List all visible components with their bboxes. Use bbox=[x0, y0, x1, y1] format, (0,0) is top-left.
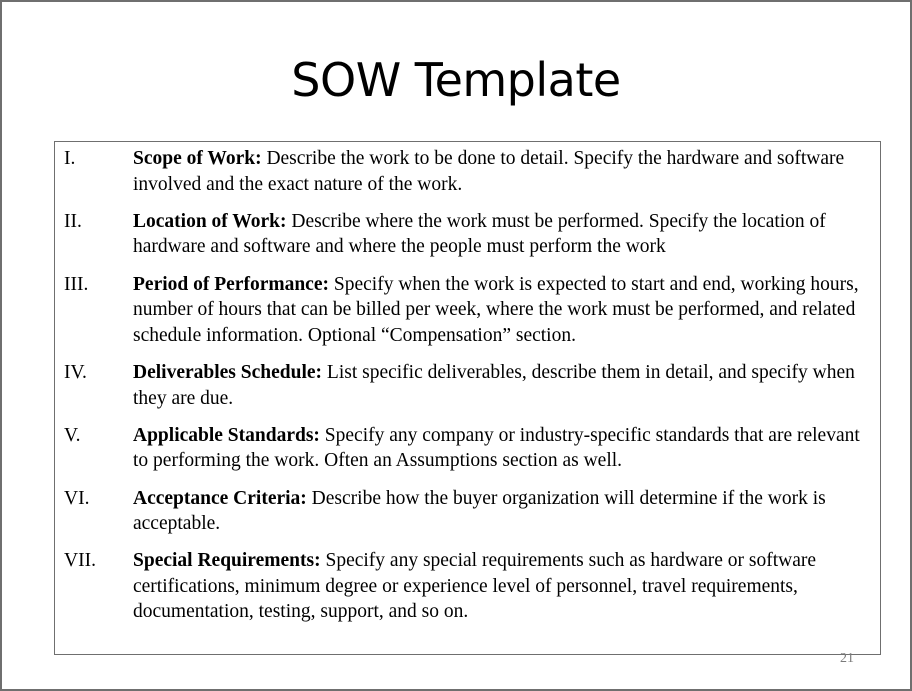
sow-section-location bbox=[64, 209, 874, 260]
section-text bbox=[133, 423, 874, 474]
section-numeral: III. bbox=[64, 273, 89, 295]
sow-section-acceptance bbox=[64, 486, 874, 537]
section-title: Special Requirements: bbox=[133, 550, 321, 572]
section-body: Specify when the work is expected to start and end, working hours, number of hours that can be billed per week, where the work must be performed, and related schedule information. Optional “Compensation” section. bbox=[133, 273, 859, 346]
sow-section-period bbox=[64, 272, 874, 349]
section-body: Describe the work to be done to detail. Specify the hardware and software involved and the exact nature of the work. bbox=[133, 148, 845, 195]
section-body: Specify any company or industry-specific standards that are relevant to performing the work. Often an Assumptions section as well. bbox=[133, 424, 860, 472]
sow-content-box bbox=[54, 141, 881, 655]
section-title: Period of Performance: bbox=[133, 273, 329, 295]
section-text bbox=[133, 360, 874, 411]
section-title: Scope of Work: bbox=[133, 148, 262, 169]
section-numeral: V. bbox=[64, 424, 81, 446]
slide-title: SOW Template bbox=[291, 53, 621, 107]
section-numeral: II. bbox=[64, 210, 82, 232]
section-text bbox=[133, 272, 874, 349]
section-body: Describe how the buyer organization will determine if the work is acceptable. bbox=[133, 487, 826, 535]
sow-section-list bbox=[64, 146, 874, 637]
section-text bbox=[133, 209, 874, 260]
section-numeral: IV. bbox=[64, 361, 87, 383]
sow-section-special bbox=[64, 548, 874, 625]
page-number: 21 bbox=[840, 651, 854, 666]
section-title: Deliverables Schedule: bbox=[133, 361, 323, 383]
section-title: Location of Work: bbox=[133, 210, 287, 232]
section-title: Acceptance Criteria: bbox=[133, 487, 307, 509]
sow-section-scope bbox=[64, 146, 874, 197]
section-numeral: VII. bbox=[64, 550, 96, 572]
section-text bbox=[133, 486, 874, 537]
section-numeral: I. bbox=[64, 148, 76, 169]
section-numeral: VI. bbox=[64, 487, 90, 509]
section-text bbox=[133, 146, 874, 197]
section-body: Specify any special requirements such as hardware or software certifications, minimum degree or experience level of personnel, travel requirements, documentation, testing, support, and so on. bbox=[133, 550, 817, 623]
section-body: Describe where the work must be performed. Specify the location of hardware and software and where the people must perform the work bbox=[133, 210, 826, 258]
section-text bbox=[133, 548, 874, 625]
sow-section-deliverables bbox=[64, 360, 874, 411]
section-body: List specific deliverables, describe them in detail, and specify when they are due. bbox=[133, 361, 855, 409]
sow-section-standards bbox=[64, 423, 874, 474]
section-title: Applicable Standards: bbox=[133, 424, 320, 446]
